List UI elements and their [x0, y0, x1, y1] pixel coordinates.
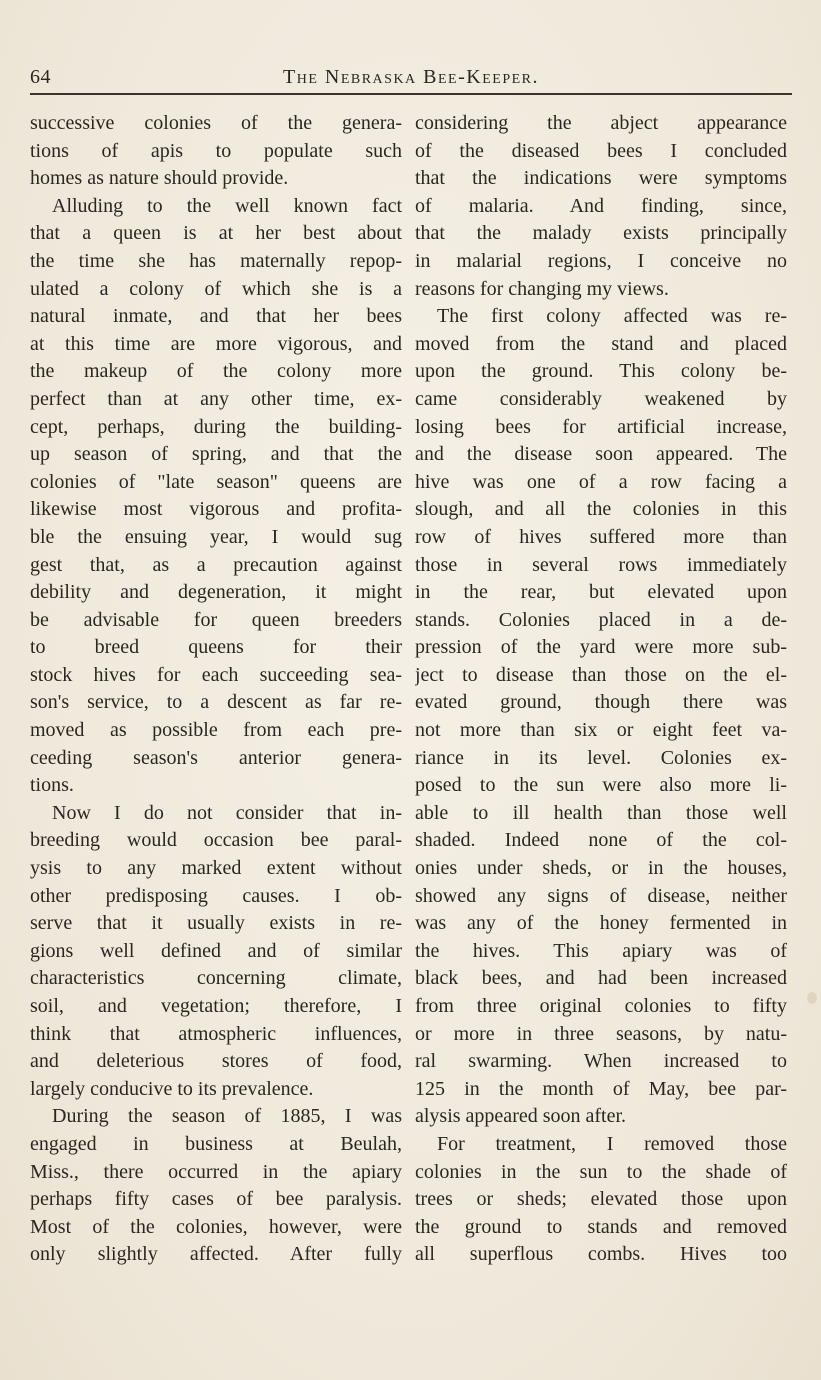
text-line: Now I do not consider that in-	[52, 801, 402, 824]
text-line: During the season of 1885, I was	[52, 1105, 402, 1128]
text-line: colonies in the sun to the shade of	[415, 1160, 787, 1183]
right-text-column	[415, 110, 787, 1340]
text-line: the hives. This apiary was of	[415, 939, 787, 962]
text-line: homes as nature should provide.	[30, 167, 289, 190]
text-line: Alluding to the well known fact	[52, 194, 402, 217]
left-text-column	[30, 110, 402, 1340]
running-title: The Nebraska Bee-Keeper.	[283, 66, 539, 88]
text-line: was any of the honey fermented in	[415, 912, 787, 935]
text-line: black bees, and had been increased	[415, 967, 787, 990]
text-line: hive was one of a row facing a	[415, 470, 787, 493]
text-line: likewise most vigorous and profita-	[30, 498, 402, 521]
text-line: son's service, to a descent as far re-	[30, 691, 402, 714]
text-line: tions.	[30, 774, 74, 797]
text-line: moved as possible from each pre-	[30, 719, 402, 742]
text-line: trees or sheds; elevated those upon	[415, 1188, 787, 1211]
text-line: pression of the yard were more sub-	[415, 636, 787, 659]
text-line: serve that it usually exists in re-	[30, 912, 402, 935]
text-line: only slightly affected. After fully	[30, 1243, 402, 1266]
text-line: breeding would occasion bee paral-	[30, 829, 402, 852]
text-line: Most of the colonies, however, were	[30, 1215, 402, 1238]
text-line: The first colony affected was re-	[437, 305, 787, 328]
text-line: evated ground, though there was	[415, 691, 787, 714]
text-line: and deleterious stores of food,	[30, 1050, 402, 1073]
text-line: reasons for changing my views.	[415, 277, 669, 300]
text-line: losing bees for artificial increase,	[415, 415, 787, 438]
text-line: posed to the sun were also more li-	[415, 774, 787, 797]
text-line: not more than six or eight feet va-	[415, 719, 787, 742]
text-line: able to ill health than those well	[415, 801, 787, 824]
text-line: row of hives suffered more than	[415, 525, 787, 548]
text-line: to breed queens for their	[30, 636, 402, 659]
text-line: at this time are more vigorous, and	[30, 332, 402, 355]
text-line: moved from the stand and placed	[415, 332, 787, 355]
text-line: that a queen is at her best about	[30, 222, 402, 245]
text-line: slough, and all the colonies in this	[415, 498, 787, 521]
text-line: debility and degeneration, it might	[30, 581, 402, 604]
text-line: in malarial regions, I conceive no	[415, 249, 787, 272]
text-line: largely conducive to its prevalence.	[30, 1077, 314, 1100]
text-line: that the malady exists principally	[415, 222, 787, 245]
text-line: ceeding season's anterior genera-	[30, 746, 402, 769]
text-line: stock hives for each succeeding sea-	[30, 663, 402, 686]
text-line: perhaps fifty cases of bee paralysis.	[30, 1188, 402, 1211]
text-line: gions well defined and of similar	[30, 939, 402, 962]
page-number: 64	[30, 66, 51, 88]
text-line: be advisable for queen breeders	[30, 608, 402, 631]
text-line: all superflous combs. Hives too	[415, 1243, 787, 1266]
text-line: onies under sheds, or in the houses,	[415, 857, 787, 880]
text-line: engaged in business at Beulah,	[30, 1132, 402, 1155]
text-line: ject to disease than those on the el-	[415, 663, 787, 686]
text-line: in the rear, but elevated upon	[415, 581, 787, 604]
text-line: came considerably weakened by	[415, 387, 787, 410]
text-line: colonies of "late season" queens are	[30, 470, 402, 493]
text-line: soil, and vegetation; therefore, I	[30, 995, 402, 1017]
text-line: 125 in the month of May, bee par-	[415, 1077, 787, 1100]
text-line: shaded. Indeed none of the col-	[415, 829, 787, 852]
text-line: ysis to any marked extent without	[30, 857, 402, 880]
text-line: other predisposing causes. I ob-	[30, 884, 402, 907]
text-line: the makeup of the colony more	[30, 360, 402, 383]
text-line: showed any signs of disease, neither	[415, 884, 787, 907]
text-line: and the disease soon appeared. The	[415, 443, 787, 466]
text-line: perfect than at any other time, ex-	[30, 387, 402, 410]
text-line: upon the ground. This colony be-	[415, 360, 787, 383]
text-line: of the diseased bees I concluded	[415, 139, 787, 162]
text-line: think that atmospheric influences,	[30, 1022, 402, 1045]
text-line: or more in three seasons, by natu-	[415, 1022, 787, 1045]
text-line: stands. Colonies placed in a de-	[415, 608, 787, 631]
text-line: characteristics concerning climate,	[30, 967, 402, 990]
paper-speck	[807, 992, 817, 1004]
text-line: gest that, as a precaution against	[30, 553, 402, 576]
text-line: ble the ensuing year, I would sug	[30, 525, 402, 548]
text-line: For treatment, I removed those	[437, 1132, 787, 1155]
text-line: the time she has maternally repop-	[30, 249, 402, 272]
text-line: that the indications were symptoms	[415, 167, 787, 190]
text-line: of malaria. And finding, since,	[415, 194, 787, 217]
text-line: ral swarming. When increased to	[415, 1050, 787, 1073]
text-line: ulated a colony of which she is a	[30, 277, 402, 300]
text-line: up season of spring, and that the	[30, 443, 402, 466]
text-line: those in several rows immediately	[415, 553, 787, 576]
text-line: considering the abject appearance	[415, 112, 787, 134]
text-line: tions of apis to populate such	[30, 139, 402, 162]
text-line: riance in its level. Colonies ex-	[415, 746, 787, 769]
header-rule	[30, 93, 792, 95]
text-line: Miss., there occurred in the apiary	[30, 1160, 402, 1183]
text-line: cept, perhaps, during the building-	[30, 415, 402, 438]
page-header	[30, 66, 792, 92]
text-line: natural inmate, and that her bees	[30, 305, 402, 328]
text-line: successive colonies of the genera-	[30, 112, 402, 134]
text-line: from three original colonies to fifty	[415, 995, 787, 1017]
text-line: alysis appeared soon after.	[415, 1105, 627, 1128]
text-line: the ground to stands and removed	[415, 1215, 787, 1238]
